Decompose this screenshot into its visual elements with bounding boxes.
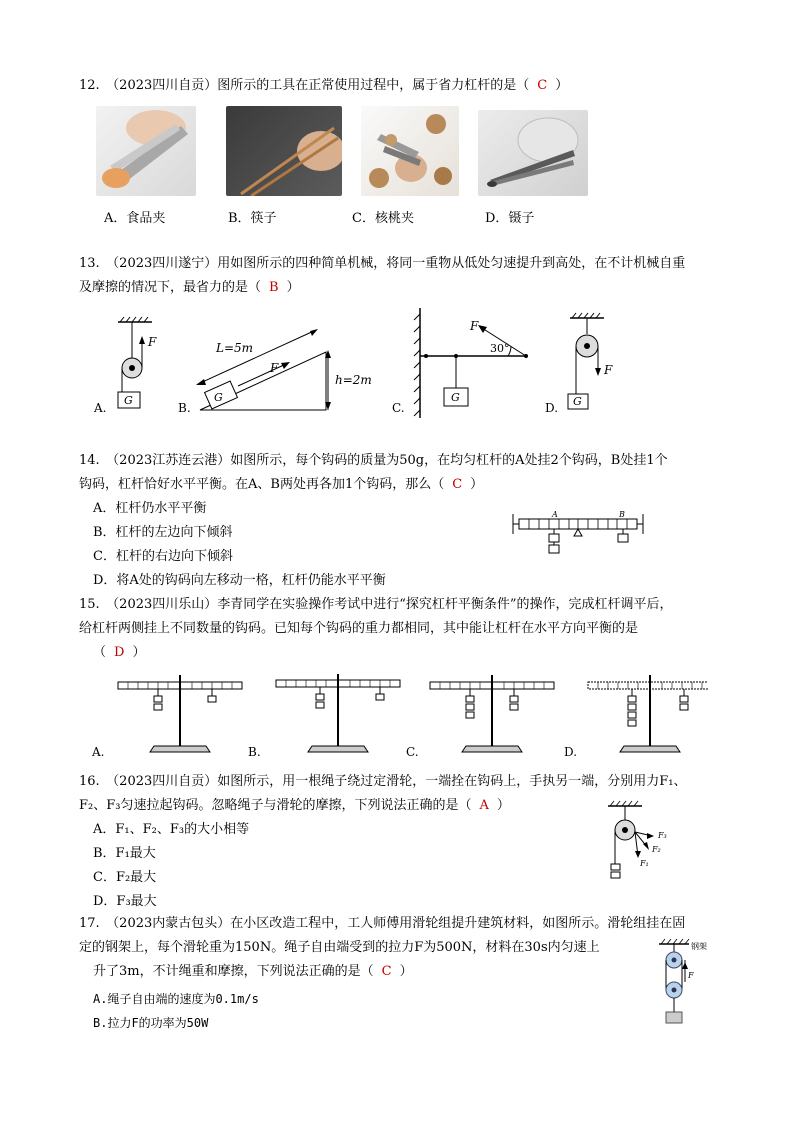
q13-a-weight-label: G: [124, 394, 133, 407]
q13-c-weight-label: G: [451, 391, 460, 404]
q13-fixed-pulley: [118, 317, 157, 408]
tweezers-photo: [478, 110, 588, 196]
q13-a-force-label: F: [148, 335, 157, 349]
q16-option-b: B．F₁最大: [93, 846, 156, 861]
nutcracker-illustration: [361, 106, 459, 196]
q16-f2-label: F₂: [652, 845, 661, 854]
q13-stem-close: ）: [286, 280, 300, 295]
q13-d-force-label: F: [604, 363, 613, 377]
q14-option-b: B．杠杆的左边向下倾斜: [93, 525, 233, 540]
q17-pulley-block-figure: [655, 938, 715, 1028]
food-tongs-illustration: [96, 106, 196, 196]
nutcracker-photo: [361, 106, 459, 196]
q13-b-weight-label: G: [214, 391, 223, 404]
q16-option-d: D．F₃最大: [93, 894, 157, 909]
q13-inclined-plane: [196, 329, 372, 410]
q14-stem-line2: [79, 473, 483, 497]
q15-label-a: A.: [92, 745, 105, 759]
q12-stem-close: ）: [555, 78, 569, 93]
q12-option-d: D．镊子: [485, 211, 535, 226]
q14-stem-close: ）: [470, 477, 484, 492]
q16-stem-line2: [79, 794, 510, 818]
q15-label-d: D.: [564, 745, 578, 759]
q13-c-force-label: F: [470, 319, 479, 333]
q14-stem-line1: 14. （2023江苏连云港）如图所示，每个钩码的质量为50g，在均匀杠杆的A处挂2个钩码，B处挂1个: [79, 453, 668, 468]
q17-stem-close: ）: [399, 964, 413, 979]
q13-b-force-label: F: [270, 361, 279, 375]
q17-stem-line3: [93, 960, 413, 984]
q13-label-a: A.: [94, 401, 107, 415]
q15-stem-open: （: [93, 645, 107, 660]
q16-f1-label: F₁: [640, 859, 649, 868]
q13-stem-line1: 13. （2023四川遂宁）用如图所示的四种简单机械，将同一重物从低处匀速提升到高处，在不计机械自重: [79, 256, 686, 271]
q16-f3-label: F₃: [658, 831, 667, 840]
q16-stem-close: ）: [496, 798, 510, 813]
q13-answer: B: [269, 280, 279, 295]
q12-option-b: B．筷子: [228, 211, 277, 226]
q17-force-label: F: [688, 971, 694, 980]
chopsticks-photo: [226, 106, 342, 196]
q17-frame-label: 钢架: [691, 942, 707, 951]
q13-figure: [90, 300, 630, 425]
q13-c-angle-label: 30°: [490, 342, 510, 355]
q15-figure: [88, 670, 708, 760]
q12-stem: [79, 74, 568, 98]
q15-label-b: B.: [248, 745, 261, 759]
q15-lever-stand-d: [588, 675, 708, 752]
q13-label-d: D.: [545, 401, 559, 415]
q14-option-a: A．杠杆仍水平平衡: [93, 501, 207, 516]
q17-stem-line1: 17. （2023内蒙古包头）在小区改造工程中，工人师傅用滑轮组提升建筑材料，如图所示。滑轮组挂在固: [79, 916, 686, 931]
q13-stem-line2: [79, 276, 300, 300]
q15-lever-stand-c: [430, 675, 554, 752]
q13-label-c: C.: [392, 401, 405, 415]
q13-stem-text: 及摩擦的情况下，最省力的是（: [79, 280, 262, 295]
q13-b-height-label: h=2m: [335, 373, 372, 387]
q17-option-a: A.绳子自由端的速度为0.1m/s: [93, 992, 259, 1006]
q13-b-length-label: L=5m: [216, 341, 254, 355]
q14-point-a-label: A: [552, 510, 558, 519]
q15-answer: D: [114, 645, 125, 660]
q12-stem-text: 12. （2023四川自贡）图所示的工具在正常使用过程中，属于省力杠杆的是（: [79, 78, 530, 93]
tweezers-illustration: [478, 110, 588, 196]
q16-option-a: A．F₁、F₂、F₃的大小相等: [93, 822, 250, 837]
q15-stem-line2: 给杠杆两侧挂上不同数量的钩码。已知每个钩码的重力都相同，其中能让杠杆在水平方向平衡的是: [79, 621, 639, 636]
q15-stem-line1: 15. （2023四川乐山）李青同学在实验操作考试中进行“探究杠杆平衡条件”的操作，完成杠杆调平后，: [79, 597, 673, 612]
q12-option-a: A．食品夹: [104, 211, 166, 226]
q16-stem-line1: 16. （2023四川自贡）如图所示，用一根绳子绕过定滑轮，一端拴在钩码上，手执另一端，分别用力F₁、: [79, 774, 687, 789]
q15-label-c: C.: [406, 745, 419, 759]
q17-option-b: B.拉力F的功率为50W: [93, 1016, 209, 1030]
q12-answer: C: [537, 78, 548, 93]
q13-label-b: B.: [178, 401, 191, 415]
q14-option-d: D．将A处的钩码向左移动一格，杠杆仍能水平平衡: [93, 573, 386, 588]
q15-lever-stand-a: [118, 675, 242, 752]
q16-answer: A: [479, 798, 489, 813]
q13-pulley-d: [568, 313, 613, 409]
q16-option-c: C．F₂最大: [93, 870, 157, 885]
q14-option-c: C．杠杆的右边向下倾斜: [93, 549, 233, 564]
q16-stem-text: F₂、F₃匀速拉起钩码。忽略绳子与滑轮的摩擦，下列说法正确的是（: [79, 798, 472, 813]
q12-option-c: C．核桃夹: [352, 211, 414, 226]
q14-answer: C: [452, 477, 463, 492]
q17-stem-line2: 定的钢架上，每个滑轮重为150N。绳子自由端受到的拉力F为500N，材料在30s内匀速上: [79, 940, 600, 955]
q17-answer: C: [381, 964, 392, 979]
q17-stem-text: 升了3m，不计绳重和摩擦，下列说法正确的是（: [93, 964, 374, 979]
q14-stem-text: 钩码，杠杆恰好水平平衡。在A、B两处再各加1个钩码，那么（: [79, 477, 445, 492]
q14-point-b-label: B: [619, 510, 625, 519]
q13-d-weight-label: G: [573, 395, 582, 408]
q15-stem-close: ）: [132, 645, 146, 660]
q13-lever: [414, 308, 528, 418]
q15-stem-line3: [93, 641, 145, 665]
q15-lever-stand-b: [276, 674, 400, 752]
q14-lever-figure: [505, 506, 650, 558]
food-tongs-photo: [96, 106, 196, 196]
q16-pulley-figure: [600, 798, 680, 890]
chopsticks-illustration: [226, 106, 342, 196]
